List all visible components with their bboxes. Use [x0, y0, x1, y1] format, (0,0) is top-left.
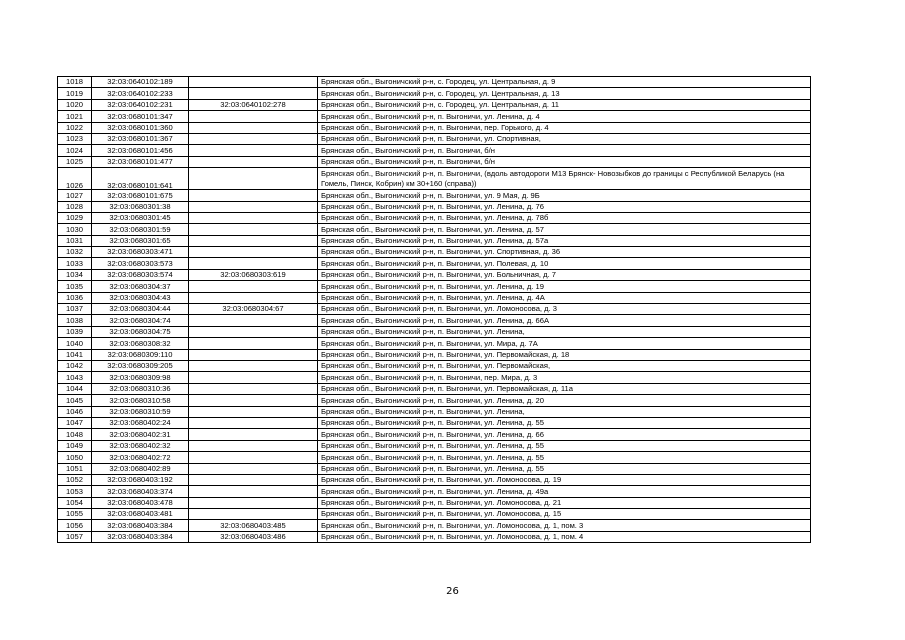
address-cell: Брянская обл., Выгоничский р-н, п. Выгоничи, ул. 9 Мая, д. 9Б	[318, 190, 811, 201]
cadastral-number-cell: 32:03:0680308:32	[92, 338, 189, 349]
row-number-cell: 1027	[58, 190, 92, 201]
related-cadastral-number-cell	[189, 281, 318, 292]
row-number-cell: 1049	[58, 440, 92, 451]
table-body	[58, 77, 811, 543]
related-cadastral-number-cell	[189, 292, 318, 303]
row-number-cell: 1033	[58, 258, 92, 269]
address-cell: Брянская обл., Выгоничский р-н, п. Выгоничи, ул. Ленина, д. 57	[318, 224, 811, 235]
table-row	[58, 133, 811, 144]
table-row	[58, 269, 811, 280]
cadastral-table	[57, 76, 811, 543]
row-number-cell: 1020	[58, 99, 92, 110]
table-row	[58, 258, 811, 269]
row-number-cell: 1054	[58, 497, 92, 508]
address-cell: Брянская обл., Выгоничский р-н, п. Выгоничи, ул. Мира, д. 7А	[318, 338, 811, 349]
related-cadastral-number-cell	[189, 201, 318, 212]
cadastral-number-cell: 32:03:0680303:573	[92, 258, 189, 269]
related-cadastral-number-cell	[189, 224, 318, 235]
table-row	[58, 417, 811, 428]
address-cell: Брянская обл., Выгоничский р-н, п. Выгоничи, ул. Ленина, д. 4	[318, 111, 811, 122]
table-row	[58, 292, 811, 303]
related-cadastral-number-cell	[189, 395, 318, 406]
related-cadastral-number-cell	[189, 326, 318, 337]
cadastral-number-cell: 32:03:0680403:384	[92, 520, 189, 531]
related-cadastral-number-cell	[189, 417, 318, 428]
row-number-cell: 1043	[58, 372, 92, 383]
table-row	[58, 372, 811, 383]
cadastral-number-cell: 32:03:0680310:58	[92, 395, 189, 406]
address-cell: Брянская обл., Выгоничский р-н, п. Выгоничи, ул. Ломоносова, д. 3	[318, 304, 811, 315]
address-cell: Брянская обл., Выгоничский р-н, п. Выгоничи, ул. Первомайская,	[318, 360, 811, 371]
row-number-cell: 1021	[58, 111, 92, 122]
row-number-cell: 1042	[58, 360, 92, 371]
address-cell: Брянская обл., Выгоничский р-н, п. Выгоничи, ул. Ломоносова, д. 1, пом. 3	[318, 520, 811, 531]
address-cell: Брянская обл., Выгоничский р-н, п. Выгоничи, ул. Ломоносова, д. 19	[318, 474, 811, 485]
cadastral-number-cell: 32:03:0680309:110	[92, 349, 189, 360]
address-cell: Брянская обл., Выгоничский р-н, п. Выгоничи, ул. Ленина, д. 78б	[318, 212, 811, 223]
cadastral-number-cell: 32:03:0680301:38	[92, 201, 189, 212]
table-row	[58, 326, 811, 337]
cadastral-number-cell: 32:03:0680310:59	[92, 406, 189, 417]
row-number-cell: 1034	[58, 269, 92, 280]
row-number-cell: 1023	[58, 133, 92, 144]
address-cell: Брянская обл., Выгоничский р-н, п. Выгоничи, ул. Ленина, д. 55	[318, 417, 811, 428]
table-row	[58, 406, 811, 417]
row-number-cell: 1018	[58, 77, 92, 88]
related-cadastral-number-cell	[189, 122, 318, 133]
table-row	[58, 224, 811, 235]
related-cadastral-number-cell	[189, 429, 318, 440]
row-number-cell: 1057	[58, 531, 92, 542]
table-row	[58, 383, 811, 394]
table-row	[58, 509, 811, 520]
table-row	[58, 531, 811, 542]
row-number-cell: 1026	[58, 168, 92, 190]
address-cell: Брянская обл., Выгоничский р-н, п. Выгоничи, (вдоль автодороги М13 Брянск- Новозыбков до границы с Республикой Беларусь (на Гомель, Пинск, Кобрин) км 30+160 (справа))	[318, 168, 811, 190]
related-cadastral-number-cell	[189, 168, 318, 190]
row-number-cell: 1028	[58, 201, 92, 212]
row-number-cell: 1039	[58, 326, 92, 337]
address-cell: Брянская обл., Выгоничский р-н, п. Выгоничи, ул. Ленина, д. 66	[318, 429, 811, 440]
address-cell: Брянская обл., Выгоничский р-н, п. Выгоничи, б/н	[318, 145, 811, 156]
address-cell: Брянская обл., Выгоничский р-н, п. Выгоничи, ул. Ленина, д. 76	[318, 201, 811, 212]
cadastral-number-cell: 32:03:0680303:471	[92, 247, 189, 258]
row-number-cell: 1050	[58, 452, 92, 463]
table-row	[58, 156, 811, 167]
cadastral-number-cell: 32:03:0640102:233	[92, 88, 189, 99]
cadastral-number-cell: 32:03:0680402:31	[92, 429, 189, 440]
cadastral-number-cell: 32:03:0680301:65	[92, 235, 189, 246]
cadastral-number-cell: 32:03:0680303:574	[92, 269, 189, 280]
table-row	[58, 77, 811, 88]
row-number-cell: 1051	[58, 463, 92, 474]
cadastral-number-cell: 32:03:0680304:37	[92, 281, 189, 292]
address-cell: Брянская обл., Выгоничский р-н, п. Выгоничи, ул. Ленина,	[318, 326, 811, 337]
table-row	[58, 122, 811, 133]
related-cadastral-number-cell: 32:03:0680403:485	[189, 520, 318, 531]
row-number-cell: 1035	[58, 281, 92, 292]
table-row	[58, 429, 811, 440]
row-number-cell: 1024	[58, 145, 92, 156]
table-row	[58, 88, 811, 99]
row-number-cell: 1045	[58, 395, 92, 406]
address-cell: Брянская обл., Выгоничский р-н, п. Выгоничи, ул. Ленина, д. 4А	[318, 292, 811, 303]
related-cadastral-number-cell	[189, 212, 318, 223]
address-cell: Брянская обл., Выгоничский р-н, п. Выгоничи, ул. Ленина, д. 55	[318, 463, 811, 474]
cadastral-number-cell: 32:03:0680304:74	[92, 315, 189, 326]
row-number-cell: 1029	[58, 212, 92, 223]
cadastral-number-cell: 32:03:0680403:384	[92, 531, 189, 542]
row-number-cell: 1022	[58, 122, 92, 133]
row-number-cell: 1025	[58, 156, 92, 167]
cadastral-number-cell: 32:03:0640102:189	[92, 77, 189, 88]
related-cadastral-number-cell	[189, 497, 318, 508]
related-cadastral-number-cell	[189, 452, 318, 463]
row-number-cell: 1031	[58, 235, 92, 246]
row-number-cell: 1056	[58, 520, 92, 531]
cadastral-number-cell: 32:03:0680310:36	[92, 383, 189, 394]
address-cell: Брянская обл., Выгоничский р-н, п. Выгоничи, ул. Ленина, д. 66А	[318, 315, 811, 326]
cadastral-number-cell: 32:03:0680402:32	[92, 440, 189, 451]
address-cell: Брянская обл., Выгоничский р-н, п. Выгоничи, ул. Спортивная,	[318, 133, 811, 144]
address-cell: Брянская обл., Выгоничский р-н, п. Выгоничи, ул. Ломоносова, д. 1, пом. 4	[318, 531, 811, 542]
table-row	[58, 201, 811, 212]
related-cadastral-number-cell	[189, 88, 318, 99]
related-cadastral-number-cell	[189, 77, 318, 88]
related-cadastral-number-cell	[189, 145, 318, 156]
address-cell: Брянская обл., Выгоничский р-н, с. Городец, ул. Центральная, д. 11	[318, 99, 811, 110]
address-cell: Брянская обл., Выгоничский р-н, п. Выгоничи, ул. Ленина, д. 55	[318, 452, 811, 463]
cadastral-number-cell: 32:03:0680309:98	[92, 372, 189, 383]
address-cell: Брянская обл., Выгоничский р-н, с. Городец, ул. Центральная, д. 13	[318, 88, 811, 99]
table-row	[58, 281, 811, 292]
address-cell: Брянская обл., Выгоничский р-н, п. Выгоничи, пер. Мира, д. 3	[318, 372, 811, 383]
row-number-cell: 1044	[58, 383, 92, 394]
address-cell: Брянская обл., Выгоничский р-н, п. Выгоничи, ул. Первомайская, д. 18	[318, 349, 811, 360]
related-cadastral-number-cell	[189, 372, 318, 383]
cadastral-number-cell: 32:03:0680304:43	[92, 292, 189, 303]
row-number-cell: 1036	[58, 292, 92, 303]
table-row	[58, 474, 811, 485]
table-row	[58, 360, 811, 371]
address-cell: Брянская обл., Выгоничский р-н, п. Выгоничи, пер. Горького, д. 4	[318, 122, 811, 133]
related-cadastral-number-cell	[189, 315, 318, 326]
cadastral-number-cell: 32:03:0680403:192	[92, 474, 189, 485]
related-cadastral-number-cell	[189, 235, 318, 246]
table-row	[58, 99, 811, 110]
table-row	[58, 486, 811, 497]
table-row	[58, 212, 811, 223]
table-row	[58, 304, 811, 315]
address-cell: Брянская обл., Выгоничский р-н, п. Выгоничи, ул. Первомайская, д. 11а	[318, 383, 811, 394]
table-row	[58, 145, 811, 156]
cadastral-number-cell: 32:03:0680402:24	[92, 417, 189, 428]
row-number-cell: 1019	[58, 88, 92, 99]
row-number-cell: 1052	[58, 474, 92, 485]
page-number: 26	[446, 586, 459, 597]
related-cadastral-number-cell: 32:03:0640102:278	[189, 99, 318, 110]
table-row	[58, 338, 811, 349]
row-number-cell: 1030	[58, 224, 92, 235]
cadastral-number-cell: 32:03:0680101:360	[92, 122, 189, 133]
cadastral-number-cell: 32:03:0680101:456	[92, 145, 189, 156]
related-cadastral-number-cell	[189, 349, 318, 360]
related-cadastral-number-cell	[189, 111, 318, 122]
address-cell: Брянская обл., Выгоничский р-н, п. Выгоничи, ул. Полевая, д. 10	[318, 258, 811, 269]
related-cadastral-number-cell	[189, 463, 318, 474]
related-cadastral-number-cell	[189, 156, 318, 167]
address-cell: Брянская обл., Выгоничский р-н, п. Выгоничи, ул. Ломоносова, д. 15	[318, 509, 811, 520]
cadastral-number-cell: 32:03:0680301:45	[92, 212, 189, 223]
row-number-cell: 1038	[58, 315, 92, 326]
cadastral-number-cell: 32:03:0680101:367	[92, 133, 189, 144]
address-cell: Брянская обл., Выгоничский р-н, п. Выгоничи, ул. Ленина, д. 49а	[318, 486, 811, 497]
row-number-cell: 1053	[58, 486, 92, 497]
row-number-cell: 1048	[58, 429, 92, 440]
related-cadastral-number-cell	[189, 258, 318, 269]
related-cadastral-number-cell: 32:03:0680403:486	[189, 531, 318, 542]
cadastral-number-cell: 32:03:0680402:89	[92, 463, 189, 474]
related-cadastral-number-cell	[189, 406, 318, 417]
related-cadastral-number-cell	[189, 486, 318, 497]
row-number-cell: 1032	[58, 247, 92, 258]
related-cadastral-number-cell: 32:03:0680303:619	[189, 269, 318, 280]
table-row	[58, 497, 811, 508]
cadastral-number-cell: 32:03:0680403:374	[92, 486, 189, 497]
related-cadastral-number-cell	[189, 360, 318, 371]
related-cadastral-number-cell	[189, 338, 318, 349]
table-row	[58, 111, 811, 122]
cadastral-number-cell: 32:03:0680101:675	[92, 190, 189, 201]
row-number-cell: 1041	[58, 349, 92, 360]
related-cadastral-number-cell	[189, 133, 318, 144]
related-cadastral-number-cell	[189, 247, 318, 258]
cadastral-number-cell: 32:03:0680309:205	[92, 360, 189, 371]
table-row	[58, 395, 811, 406]
related-cadastral-number-cell	[189, 509, 318, 520]
related-cadastral-number-cell	[189, 440, 318, 451]
row-number-cell: 1037	[58, 304, 92, 315]
related-cadastral-number-cell	[189, 474, 318, 485]
table-row	[58, 190, 811, 201]
table-row	[58, 440, 811, 451]
cadastral-number-cell: 32:03:0680101:641	[92, 168, 189, 190]
table-row	[58, 520, 811, 531]
row-number-cell: 1046	[58, 406, 92, 417]
row-number-cell: 1040	[58, 338, 92, 349]
cadastral-number-cell: 32:03:0680101:347	[92, 111, 189, 122]
cadastral-number-cell: 32:03:0680304:44	[92, 304, 189, 315]
cadastral-number-cell: 32:03:0680304:75	[92, 326, 189, 337]
address-cell: Брянская обл., Выгоничский р-н, п. Выгоничи, ул. Больничная, д. 7	[318, 269, 811, 280]
table-row	[58, 349, 811, 360]
cadastral-number-cell: 32:03:0680101:477	[92, 156, 189, 167]
table-row	[58, 235, 811, 246]
cadastral-number-cell: 32:03:0680301:59	[92, 224, 189, 235]
cadastral-number-cell: 32:03:0640102:231	[92, 99, 189, 110]
address-cell: Брянская обл., Выгоничский р-н, п. Выгоничи, ул. Ленина, д. 57а	[318, 235, 811, 246]
table-row	[58, 463, 811, 474]
address-cell: Брянская обл., Выгоничский р-н, п. Выгоничи, ул. Ленина, д. 20	[318, 395, 811, 406]
table-row	[58, 315, 811, 326]
related-cadastral-number-cell	[189, 383, 318, 394]
address-cell: Брянская обл., Выгоничский р-н, с. Городец, ул. Центральная, д. 9	[318, 77, 811, 88]
table-row	[58, 247, 811, 258]
address-cell: Брянская обл., Выгоничский р-н, п. Выгоничи, ул. Ленина,	[318, 406, 811, 417]
cadastral-number-cell: 32:03:0680403:478	[92, 497, 189, 508]
address-cell: Брянская обл., Выгоничский р-н, п. Выгоничи, б/н	[318, 156, 811, 167]
row-number-cell: 1055	[58, 509, 92, 520]
cadastral-number-cell: 32:03:0680402:72	[92, 452, 189, 463]
related-cadastral-number-cell: 32:03:0680304:67	[189, 304, 318, 315]
related-cadastral-number-cell	[189, 190, 318, 201]
address-cell: Брянская обл., Выгоничский р-н, п. Выгоничи, ул. Ленина, д. 19	[318, 281, 811, 292]
address-cell: Брянская обл., Выгоничский р-н, п. Выгоничи, ул. Ленина, д. 55	[318, 440, 811, 451]
row-number-cell: 1047	[58, 417, 92, 428]
table-row	[58, 168, 811, 190]
address-cell: Брянская обл., Выгоничский р-н, п. Выгоничи, ул. Ломоносова, д. 21	[318, 497, 811, 508]
address-cell: Брянская обл., Выгоничский р-н, п. Выгоничи, ул. Спортивная, д. 36	[318, 247, 811, 258]
table-row	[58, 452, 811, 463]
cadastral-number-cell: 32:03:0680403:481	[92, 509, 189, 520]
